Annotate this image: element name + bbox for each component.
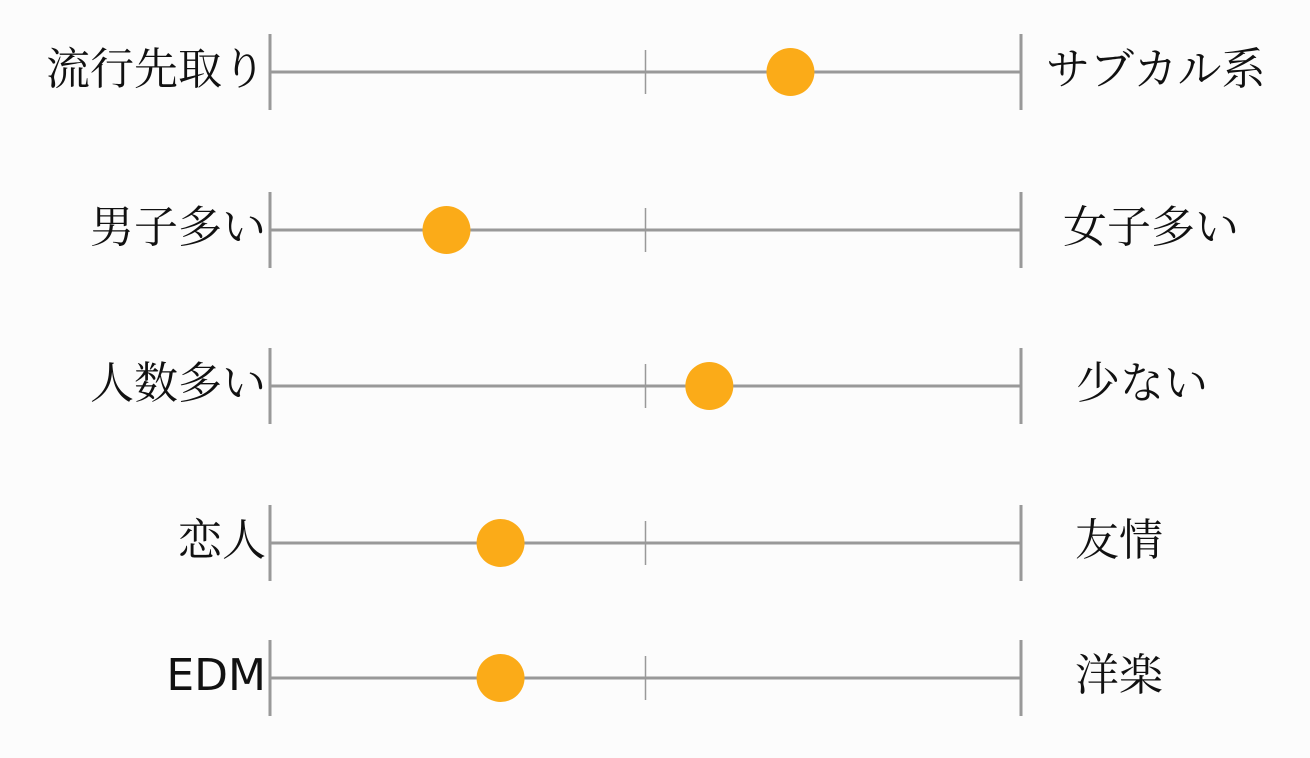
value-marker	[766, 48, 814, 96]
row-right-label: 友情	[1075, 515, 1163, 566]
row-right-label: 女子多い	[1063, 202, 1239, 253]
value-marker	[477, 519, 525, 567]
row-left-label: 男子多い	[90, 202, 266, 253]
row-right-label: 洋楽	[1075, 650, 1163, 701]
row-left-label: 流行先取り	[46, 44, 266, 95]
row-left-label: EDM	[166, 650, 266, 701]
value-marker	[685, 362, 733, 410]
value-marker	[422, 206, 470, 254]
row-left-label: 恋人	[178, 515, 266, 566]
row-left-label: 人数多い	[90, 358, 266, 409]
row-right-label: 少ない	[1076, 358, 1208, 409]
value-marker	[477, 654, 525, 702]
row-right-label: サブカル系	[1046, 44, 1266, 95]
